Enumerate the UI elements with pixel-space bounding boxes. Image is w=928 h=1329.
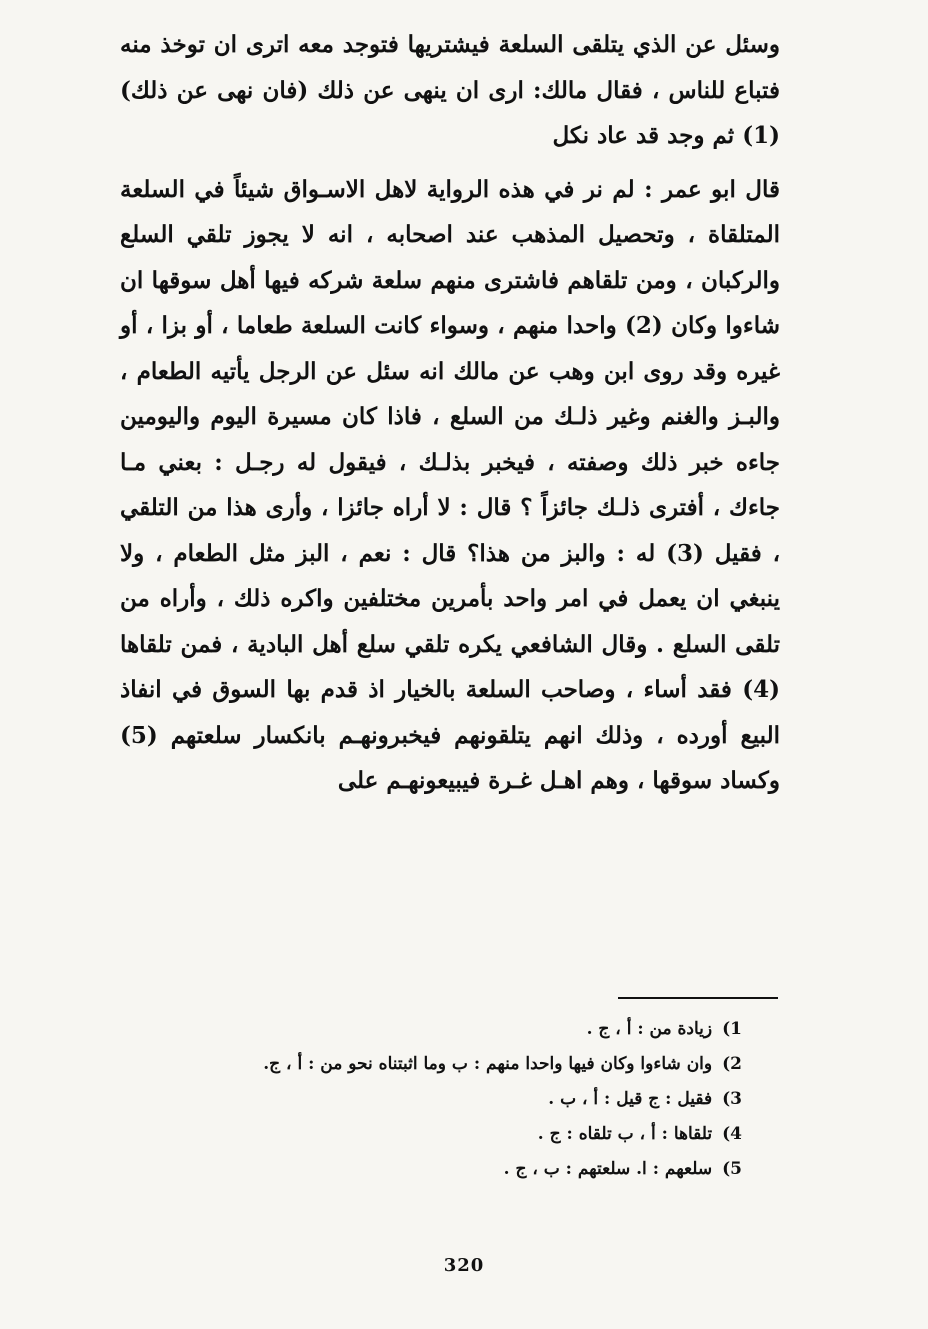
footnote-text: زيادة من : أ ، ج .	[586, 1019, 713, 1039]
footnote-item	[130, 1047, 742, 1082]
footnote-item	[130, 1117, 742, 1152]
footnote-number: 4)	[722, 1124, 742, 1144]
footnote-text: تلقاها : أ ، ب تلقاه : ج .	[537, 1124, 713, 1144]
footnote-number: 5)	[722, 1159, 742, 1179]
footnote-text: وان شاءوا وكان فيها واحدا منهم : ب وما اثبتناه نحو من : أ ، ج.	[263, 1054, 713, 1074]
footnote-item	[130, 1152, 742, 1187]
paragraph: وسئل عن الذي يتلقى السلعة فيشتريها فتوجد معه اترى ان توخذ منه فتباع للناس ، فقال مالك: ارى ان ينهى عن ذلك (فان نهى عن ذلك) (1) ثم وجد قد عاد نكل	[120, 31, 780, 149]
footnote-number: 3)	[722, 1089, 742, 1109]
footnote-number: 1)	[722, 1019, 742, 1039]
footnote-text: سلعهم : ا. سلعتهم : ب ، ج .	[503, 1159, 713, 1179]
paragraph: قال ابو عمر : لم نر في هذه الرواية لاهل الاسـواق شيئاً في السلعة المتلقاة ، وتحصيل المذهب عند اصحابه ، انه لا يجوز تلقي السلع والركبان ، ومن تلقاهم فاشترى منهم سلعة شركه فيها أهل سوقها ان شاءوا وكان (2) واحدا منهم ، وسواء كانت السلعة طعاما ، أو بزا ، أو غيره وقد روى ابن وهب عن مالك انه سئل عن الرجل يأتيه الطعام ، والبـز والغنم وغير ذلـك من السلع ، فاذا كان مسيرة اليوم واليومين جاءه خبر ذلك وصفته ، فيخبر بذلـك ، فيقول له رجـل : بعني مـا جاءك ، أفترى ذلـك جائزاً ؟ قال : لا أراه جائزا ، وأرى هذا من التلقي ، فقيل (3) له : والبز من هذا؟ قال : نعم ، البز مثل الطعام ، ولا ينبغي ان يعمل في امر واحد بأمرين مختلفين واكره ذلك ، وأراه من تلقى السلع . وقال الشافعي يكره تلقي سلع أهل البادية ، فمن تلقاها (4) فقد أساء ، وصاحب السلعة بالخيار اذ قدم بها السوق في انفاذ البيع أورده ، وذلك انهم يتلقونهم فيخبرونهـم بانكسار سلعتهم (5) وكساد سوقها ، وهم اهـل غـرة فيبيعونهـم على	[120, 175, 780, 794]
footnote-item	[130, 1012, 742, 1047]
footnote-item	[130, 1082, 742, 1117]
footnote-number: 2)	[722, 1054, 742, 1074]
footnotes-list	[130, 1012, 742, 1187]
page-number: 320	[443, 1255, 485, 1276]
footnote-divider	[618, 997, 778, 999]
main-text	[120, 22, 780, 804]
footnote-text: فقيل : ج قيل : أ ، ب .	[548, 1089, 713, 1109]
